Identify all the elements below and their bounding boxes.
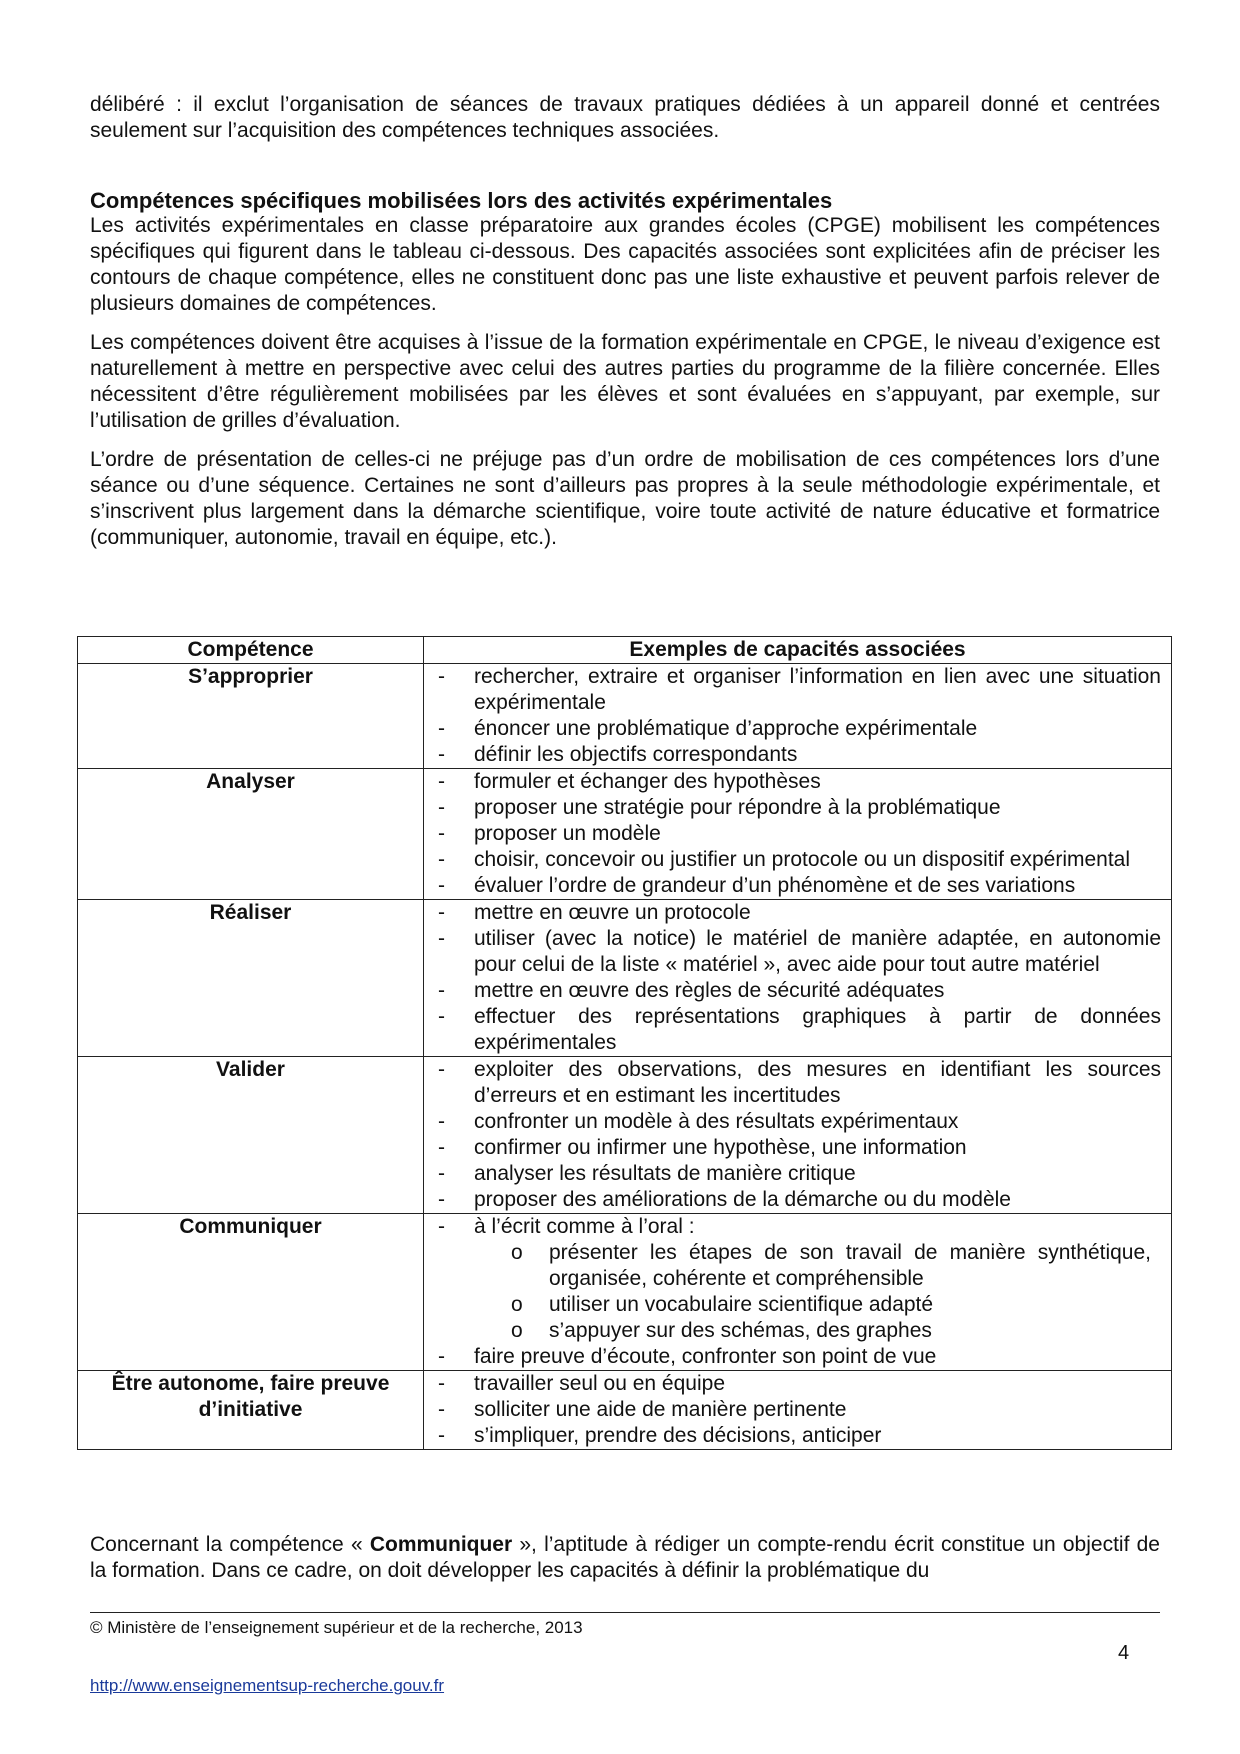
list-item: - solliciter une aide de manière pertinente <box>424 1397 1171 1423</box>
table-row <box>78 900 1172 1057</box>
capacity-list <box>424 769 1171 899</box>
capacity-list <box>424 664 1171 768</box>
list-item: - faire preuve d’écoute, confronter son point de vue <box>424 1344 1171 1370</box>
list-item: - formuler et échanger des hypothèses <box>424 769 1171 795</box>
list-item: - choisir, concevoir ou justifier un protocole ou un dispositif expérimental <box>424 847 1171 873</box>
list-item: - proposer une stratégie pour répondre à la problématique <box>424 795 1171 821</box>
footer-divider <box>90 1612 1160 1613</box>
competence-name: Être autonome, faire preuve d’initiative <box>78 1371 424 1450</box>
paragraph-1: Les activités expérimentales en classe préparatoire aux grandes écoles (CPGE) mobilisent les compétences spécifiques qui figurent dans le tableau ci-dessous. Des capacités associées sont explicitées afin de préciser les contours de chaque compétence, elles ne constituent donc pas une liste exhaustive et peuvent parfois relever de plusieurs domaines de compétences. <box>90 214 1160 315</box>
list-item <box>424 1214 1171 1344</box>
sub-list-item: o s’appuyer sur des schémas, des graphes <box>424 1318 1161 1344</box>
list-item: - proposer un modèle <box>424 821 1171 847</box>
sub-list <box>424 1240 1161 1344</box>
list-item: - proposer des améliorations de la démarche ou du modèle <box>424 1187 1171 1213</box>
competences-table <box>77 636 1172 1450</box>
paragraph-3: L’ordre de présentation de celles-ci ne préjuge pas d’un ordre de mobilisation de ces compétences lors d’une séance ou d’une séquence. Certaines ne sont d’ailleurs pas propres à la seule méthodologie expérimentale, et s’inscrivent plus largement dans la démarche scientifique, voire toute activité de nature éducative et formatrice (communiquer, autonomie, travail en équipe, etc.). <box>90 448 1160 549</box>
list-item: - travailler seul ou en équipe <box>424 1371 1171 1397</box>
page-number: 4 <box>1118 1642 1130 1664</box>
list-item: - rechercher, extraire et organiser l’information en lien avec une situation expérimentale <box>424 664 1171 716</box>
capacity-list <box>424 1214 1171 1370</box>
footer-link[interactable]: http://www.enseignementsup-recherche.gouv.fr <box>90 1676 445 1695</box>
closing-bold-term: Communiquer <box>369 1533 513 1556</box>
competence-name: Communiquer <box>78 1214 424 1371</box>
competence-name: Valider <box>78 1057 424 1214</box>
table-row <box>78 769 1172 900</box>
competence-name: Réaliser <box>78 900 424 1057</box>
table-row <box>78 1371 1172 1450</box>
section-title: Compétences spécifiques mobilisées lors des activités expérimentales <box>90 188 833 213</box>
list-item: - confronter un modèle à des résultats expérimentaux <box>424 1109 1171 1135</box>
header-capacites: Exemples de capacités associées <box>424 637 1172 664</box>
intro-paragraph: délibéré : il exclut l’organisation de séances de travaux pratiques dédiées à un appareil donné et centrées seulement sur l’acquisition des compétences techniques associées. <box>90 93 1160 142</box>
closing-text-before: Concernant la compétence « <box>90 1533 370 1556</box>
closing-paragraph <box>90 1532 1160 1584</box>
sub-list-item: o utiliser un vocabulaire scientifique adapté <box>424 1292 1161 1318</box>
capacity-list <box>424 1371 1171 1449</box>
list-item: - s’impliquer, prendre des décisions, anticiper <box>424 1423 1171 1449</box>
list-item-text: à l’écrit comme à l’oral : <box>474 1215 695 1238</box>
list-item: - mettre en œuvre un protocole <box>424 900 1171 926</box>
list-item: - confirmer ou infirmer une hypothèse, une information <box>424 1135 1171 1161</box>
list-item: - définir les objectifs correspondants <box>424 742 1171 768</box>
list-item: - analyser les résultats de manière critique <box>424 1161 1171 1187</box>
competence-name: Analyser <box>78 769 424 900</box>
table-header-row <box>78 637 1172 664</box>
list-item: - évaluer l’ordre de grandeur d’un phénomène et de ses variations <box>424 873 1171 899</box>
capacity-list <box>424 900 1171 1056</box>
table-row <box>78 1214 1172 1371</box>
competence-name: S’approprier <box>78 664 424 769</box>
sub-list-item: o présenter les étapes de son travail de manière synthétique, organisée, cohérente et compréhensible <box>424 1240 1161 1292</box>
paragraph-2: Les compétences doivent être acquises à l’issue de la formation expérimentale en CPGE, le niveau d’exigence est naturellement à mettre en perspective avec celui des autres parties du programme de la filière concernée. Elles nécessitent d’être régulièrement mobilisées par les élèves et sont évaluées en s’appuyant, par exemple, sur l’utilisation de grilles d’évaluation. <box>90 331 1160 432</box>
table-row <box>78 664 1172 769</box>
table-row <box>78 1057 1172 1214</box>
footer-copyright: © Ministère de l’enseignement supérieur et de la recherche, 2013 <box>90 1618 583 1637</box>
list-item: - exploiter des observations, des mesures en identifiant les sources d’erreurs et en estimant les incertitudes <box>424 1057 1171 1109</box>
list-item: - mettre en œuvre des règles de sécurité adéquates <box>424 978 1171 1004</box>
closing-text-after: », l’aptitude à rédiger un compte-rendu écrit constitue un objectif de la formation. Dans ce cadre, on doit développer les capacités à définir la problématique du <box>90 1533 1160 1582</box>
list-item: - utiliser (avec la notice) le matériel de manière adaptée, en autonomie pour celui de la liste « matériel », avec aide pour tout autre matériel <box>424 926 1171 978</box>
header-competence: Compétence <box>78 637 424 664</box>
list-item: - énoncer une problématique d’approche expérimentale <box>424 716 1171 742</box>
capacity-list <box>424 1057 1171 1213</box>
list-item: - effectuer des représentations graphiques à partir de données expérimentales <box>424 1004 1171 1056</box>
